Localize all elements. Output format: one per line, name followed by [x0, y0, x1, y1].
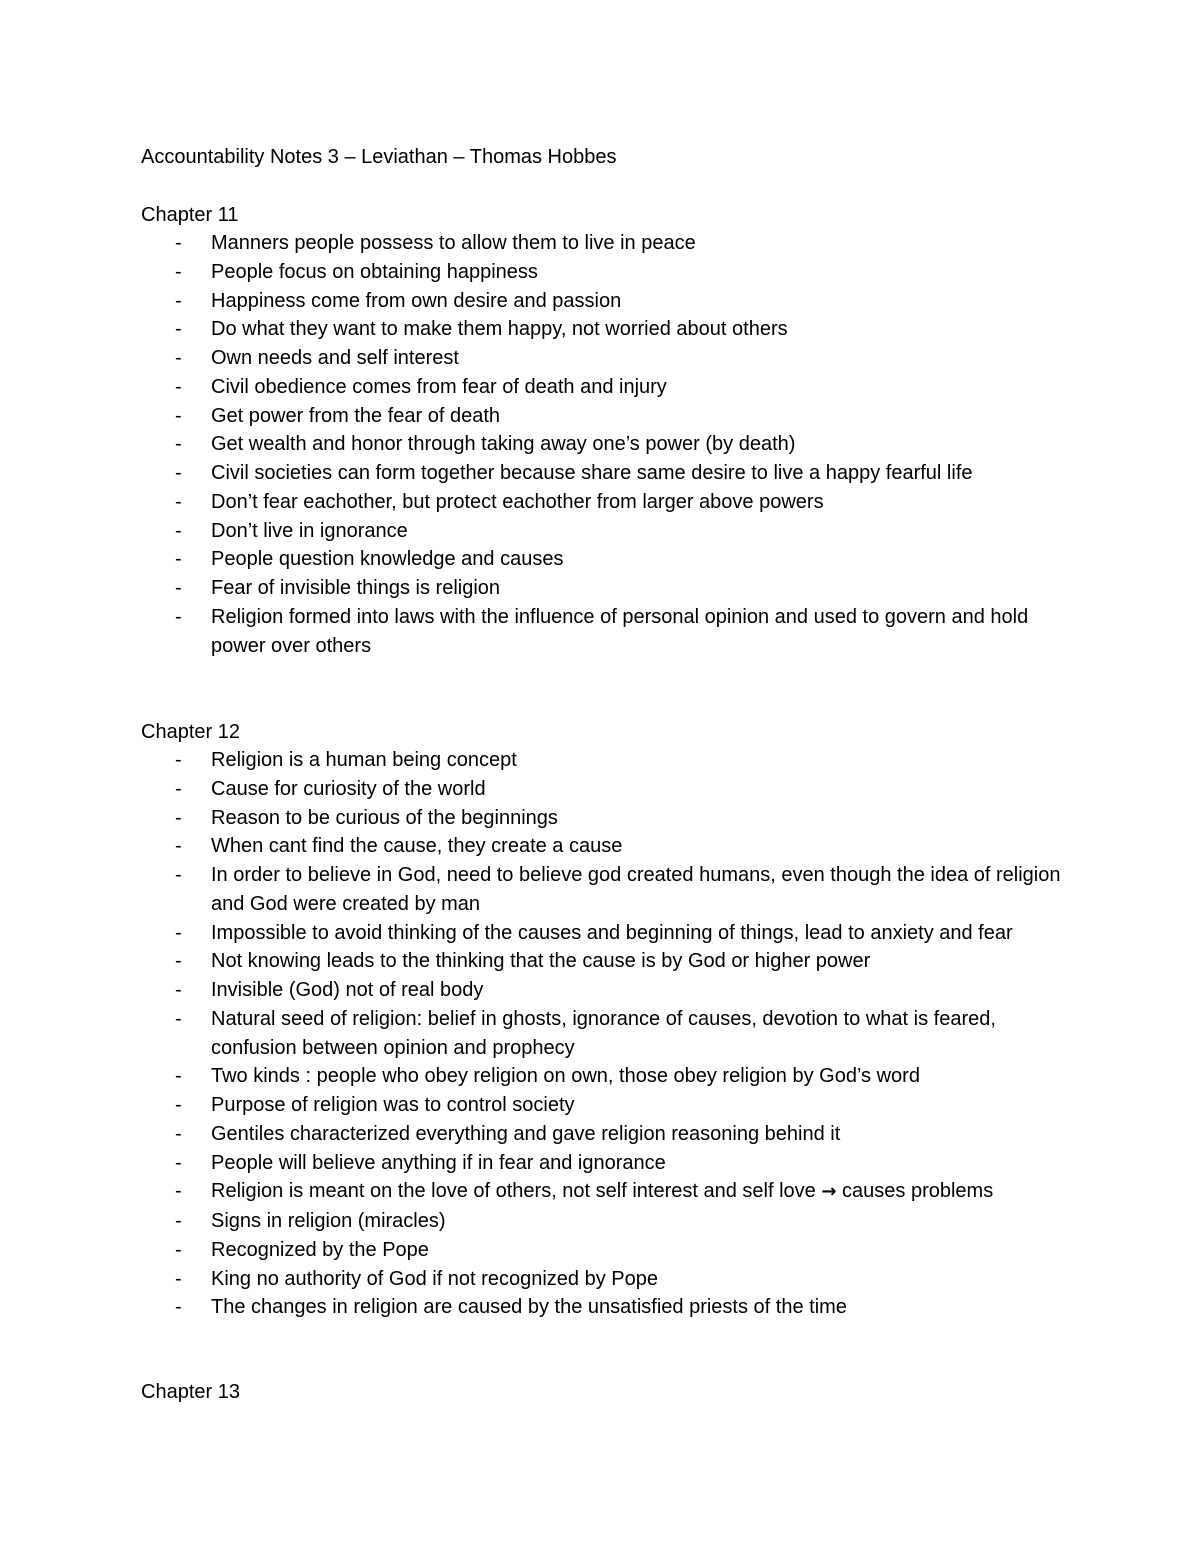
chapter-heading: Chapter 12 — [141, 721, 240, 743]
list-item-text: Religion formed into laws with the influence of personal opinion and used to govern and hold power over others — [211, 605, 1029, 657]
bullet-dash: - — [175, 1122, 182, 1145]
bullet-dash: - — [175, 260, 182, 283]
list-item — [141, 947, 1071, 976]
list-item — [141, 775, 1071, 804]
bullet-dash: - — [175, 347, 182, 369]
bullet-dash: - — [175, 605, 182, 628]
bullet-dash: - — [175, 749, 182, 771]
list-item-text: Impossible to avoid thinking of the causes and beginning of things, lead to anxiety and fear — [211, 921, 1013, 944]
chapter-13-section — [141, 1378, 1081, 1406]
chapter-11-section — [141, 201, 1081, 660]
list-item — [141, 1293, 1071, 1322]
bullet-dash: - — [175, 433, 182, 456]
bullet-dash: - — [175, 1267, 182, 1290]
list-item — [141, 861, 1071, 919]
bullet-dash: - — [175, 1151, 182, 1174]
list-item — [141, 832, 1071, 861]
list-item-text: King no authority of God if not recognized by Pope — [211, 1267, 658, 1290]
list-item-text: The changes in religion are caused by the unsatisfied priests of the time — [211, 1296, 847, 1319]
list-item — [141, 517, 1071, 546]
list-item — [141, 746, 1071, 775]
list-item-text: Get wealth and honor through taking away one’s power (by death) — [211, 433, 796, 456]
list-item-text: Don’t live in ignorance — [211, 519, 408, 542]
bullet-dash: - — [175, 1296, 182, 1319]
bullet-dash: - — [175, 404, 182, 427]
bullet-dash: - — [175, 1238, 182, 1261]
list-item — [141, 1091, 1071, 1120]
list-item-text: Purpose of religion was to control society — [211, 1094, 575, 1116]
list-item-text: Natural seed of religion: belief in ghosts, ignorance of causes, devotion to what is feared, confusion between opinion and prophecy — [211, 1007, 996, 1059]
bullet-dash: - — [175, 1094, 182, 1116]
bullet-dash: - — [175, 1007, 182, 1030]
list-item-text: In order to believe in God, need to believe god created humans, even though the idea of religion and God were created by man — [211, 864, 1061, 915]
list-item-text: Civil societies can form together because share same desire to live a happy fearful life — [211, 462, 973, 484]
bullet-dash: - — [175, 950, 182, 973]
bullet-dash: - — [175, 577, 182, 599]
list-item — [141, 430, 1071, 459]
list-item-text: People question knowledge and causes — [211, 548, 564, 571]
list-item — [141, 315, 1071, 344]
list-item — [141, 1149, 1071, 1178]
bullet-dash: - — [175, 375, 182, 398]
bullet-dash: - — [175, 835, 182, 858]
list-item-text: Don’t fear eachother, but protect eachother from larger above powers — [211, 490, 824, 513]
list-item-text: Reason to be curious of the beginnings — [211, 806, 558, 829]
chapter-heading: Chapter 13 — [141, 1381, 240, 1403]
list-item — [141, 373, 1071, 402]
list-item-text: Not knowing leads to the thinking that the cause is by God or higher power — [211, 950, 871, 973]
list-item — [141, 603, 1071, 661]
list-item — [141, 459, 1071, 488]
bullet-dash: - — [175, 1210, 182, 1232]
list-item — [141, 1207, 1071, 1236]
list-item-text: Fear of invisible things is religion — [211, 577, 501, 599]
list-item — [141, 1005, 1071, 1063]
list-item-text-continued: causes problems — [842, 1180, 994, 1203]
list-item-text: Cause for curiosity of the world — [211, 777, 486, 800]
list-item — [141, 258, 1071, 287]
list-item-text: Own needs and self interest — [211, 347, 459, 369]
list-item-text: People will believe anything if in fear and ignorance — [211, 1151, 666, 1174]
list-item — [141, 1062, 1071, 1091]
list-item — [141, 344, 1071, 373]
list-item-text: Gentiles characterized everything and gave religion reasoning behind it — [211, 1122, 841, 1145]
list-item-text: Do what they want to make them happy, not worried about others — [211, 318, 788, 341]
bullet-dash: - — [175, 777, 182, 800]
bullet-dash: - — [175, 864, 182, 886]
list-item — [141, 402, 1071, 431]
right-arrow-icon: → — [821, 1181, 837, 1203]
list-item — [141, 804, 1071, 833]
list-item-text: Two kinds : people who obey religion on own, those obey religion by God’s word — [211, 1065, 920, 1088]
list-item — [141, 287, 1071, 316]
list-item-text: Manners people possess to allow them to live in peace — [211, 232, 696, 254]
bullet-dash: - — [175, 979, 182, 1001]
list-item — [141, 1120, 1071, 1149]
bullet-dash: - — [175, 462, 182, 484]
list-item — [141, 229, 1071, 258]
bullet-dash: - — [175, 1180, 182, 1203]
list-item — [141, 1265, 1071, 1294]
list-item — [141, 976, 1071, 1005]
document-title: Accountability Notes 3 – Leviathan – Thomas Hobbes — [141, 146, 617, 168]
list-item-text: Invisible (God) not of real body — [211, 979, 484, 1001]
chapter-12-bullet-list — [141, 746, 1081, 1322]
list-item-text: Religion is a human being concept — [211, 749, 517, 771]
bullet-dash: - — [175, 519, 182, 542]
bullet-dash: - — [175, 289, 182, 312]
bullet-dash: - — [175, 318, 182, 341]
bullet-dash: - — [175, 232, 182, 254]
list-item — [141, 919, 1071, 948]
list-item-text: Signs in religion (miracles) — [211, 1210, 446, 1232]
list-item — [141, 545, 1071, 574]
chapter-heading: Chapter 11 — [141, 204, 239, 226]
chapter-12-section — [141, 718, 1081, 1322]
bullet-dash: - — [175, 806, 182, 829]
bullet-dash: - — [175, 490, 182, 513]
list-item-text: Get power from the fear of death — [211, 404, 501, 427]
bullet-dash: - — [175, 921, 182, 944]
list-item-text: When cant find the cause, they create a cause — [211, 835, 623, 858]
list-item — [141, 1236, 1071, 1265]
list-item — [141, 1177, 1071, 1207]
bullet-dash: - — [175, 1065, 182, 1088]
chapter-11-bullet-list — [141, 229, 1081, 660]
list-item — [141, 488, 1071, 517]
list-item-text: Recognized by the Pope — [211, 1238, 429, 1261]
bullet-dash: - — [175, 548, 182, 571]
list-item-text: Civil obedience comes from fear of death and injury — [211, 375, 667, 398]
list-item — [141, 574, 1071, 603]
list-item-text: Happiness come from own desire and passion — [211, 289, 622, 312]
list-item-text: People focus on obtaining happiness — [211, 260, 538, 283]
list-item-text: Religion is meant on the love of others, not self interest and self love — [211, 1180, 816, 1203]
